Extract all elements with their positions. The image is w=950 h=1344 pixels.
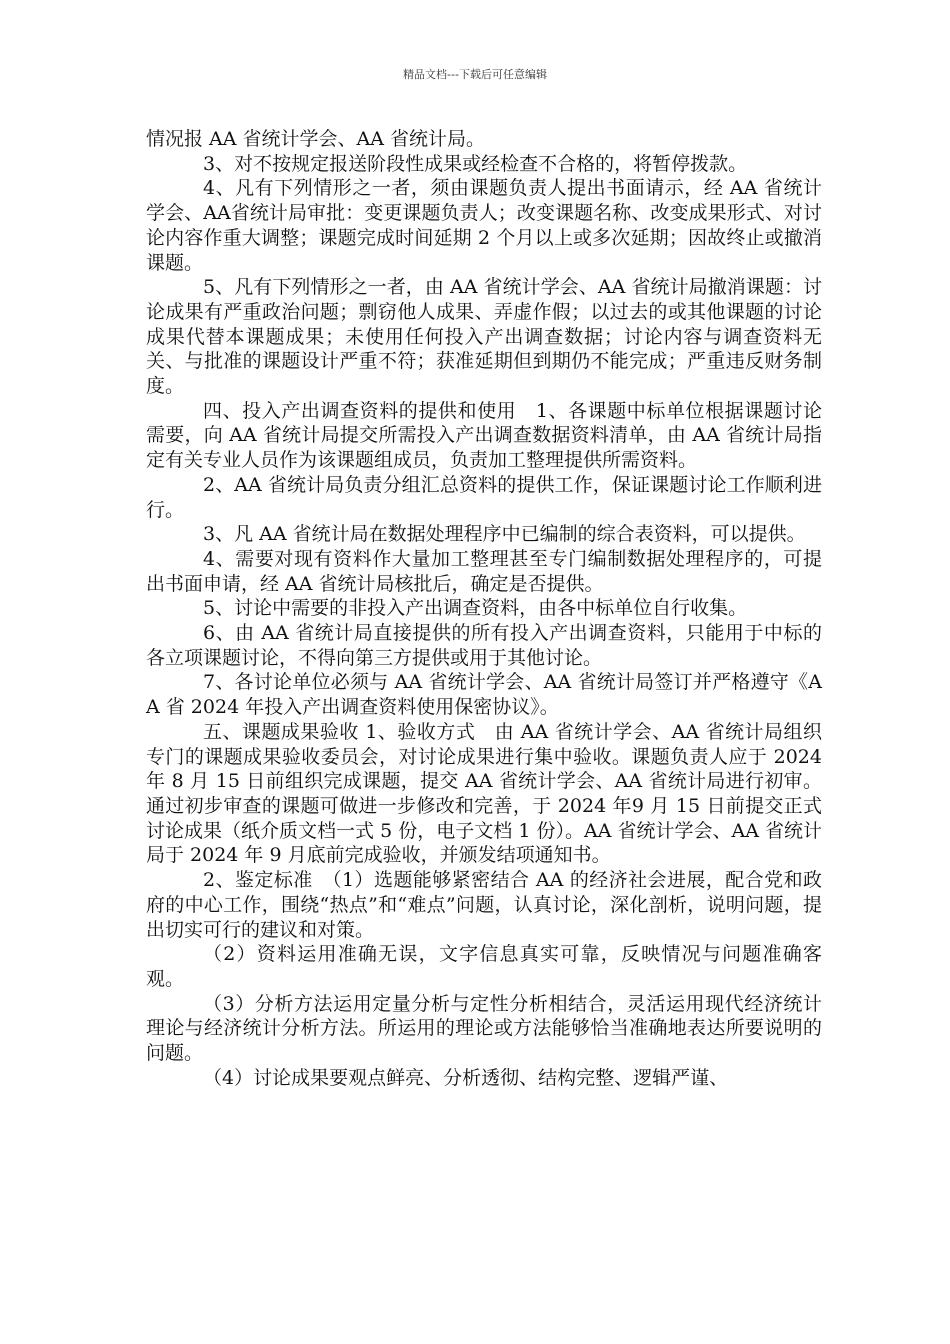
paragraph: （4）讨论成果要观点鲜亮、分析透彻、结构完整、逻辑严谨、 (203, 1066, 729, 1089)
paragraph: 4、需要对现有资料作大量加工整理甚至专门编制数据处理程序的，可提出书面申请，经 AA 省统计局核批后，确定是否提供。 (146, 547, 822, 595)
paragraph: 2、AA 省统计局负责分组汇总资料的提供工作，保证课题讨论工作顺利进行。 (146, 473, 822, 521)
paragraph: 3、对不按规定报送阶段性成果或经检查不合格的，将暂停拨款。 (203, 152, 748, 175)
paragraph: （3）分析方法运用定量分析与定性分析相结合，灵活运用现代经济统计理论与经济统计分析方法。所运用的理论或方法能够恰当准确地表达所要说明的问题。 (146, 992, 822, 1065)
document-body (146, 127, 822, 1090)
paragraph: 6、由 AA 省统计局直接提供的所有投入产出调查资料，只能用于中标的各立项课题讨论，不得向第三方提供或用于其他讨论。 (146, 622, 822, 669)
page-header: 精品文档---下载后可任意编辑 (403, 68, 547, 81)
paragraph: 情况报 AA 省统计学会、AA 省统计局。 (146, 128, 486, 150)
paragraph: 5、讨论中需要的非投入产出调查资料，由各中标单位自行收集。 (203, 597, 748, 620)
paragraph: 2、鉴定标准 （1）选题能够紧密结合 AA 的经济社会进展，配合党和政府的中心工作，围绕“热点”和“难点”问题，认真讨论，深化剖析，说明问题，提出切实可行的建议和对策。 (146, 869, 822, 941)
paragraph: 四、投入产出调查资料的提供和使用 1、各课题中标单位根据课题讨论需要，向 AA 省统计局提交所需投入产出调查数据资料清单，由 AA 省统计局指定有关专业人员作为该课题组成员，负责加工整理提供所需资料。 (146, 399, 822, 472)
paragraph: 5、凡有下列情形之一者，由 AA 省统计学会、AA 省统计局撤消课题：讨论成果有严重政治问题；剽窃他人成果、弄虚作假；以过去的或其他课题的讨论成果代替本课题成果；未使用任何投入产出调查数据；讨论内容与调查资料无关、与批准的课题设计严重不符；获准延期但到期仍不能完成；严重违反财务制度。 (146, 276, 822, 398)
paragraph: （2）资料运用准确无误，文字信息真实可靠，反映情况与问题准确客观。 (146, 943, 822, 990)
paragraph: 4、凡有下列情形之一者，须由课题负责人提出书面请示，经 AA 省统计学会、AA省统计局审批：变更课题负责人；改变课题名称、改变成果形式、对讨论内容作重大调整；课题完成时间延期 2 个月以上或多次延期；因故终止或撤消课题。 (146, 177, 822, 274)
paragraph: 7、各讨论单位必须与 AA 省统计学会、AA 省统计局签订并严格遵守《AA 省 2024 年投入产出调查资料使用保密协议》。 (146, 671, 822, 719)
paragraph: 3、凡 AA 省统计局在数据处理程序中已编制的综合表资料，可以提供。 (203, 523, 806, 546)
paragraph: 五、课题成果验收 1、验收方式 由 AA 省统计学会、AA 省统计局组织专门的课题成果验收委员会，对讨论成果进行集中验收。课题负责人应于 2024 年 8 月 15 日前组织完成课题，提交 AA 省统计学会、AA 省统计局进行初审。通过初步审查的课题可做进一步修改和完善，于 2024 年9 月 15 日前提交正式讨论成果（纸介质文档一式 5 份，电子文档 1 份）。AA 省统计学会、AA 省统计局于 2024 年 9 月底前完成验收，并颁发结项通知书。 (146, 720, 822, 867)
